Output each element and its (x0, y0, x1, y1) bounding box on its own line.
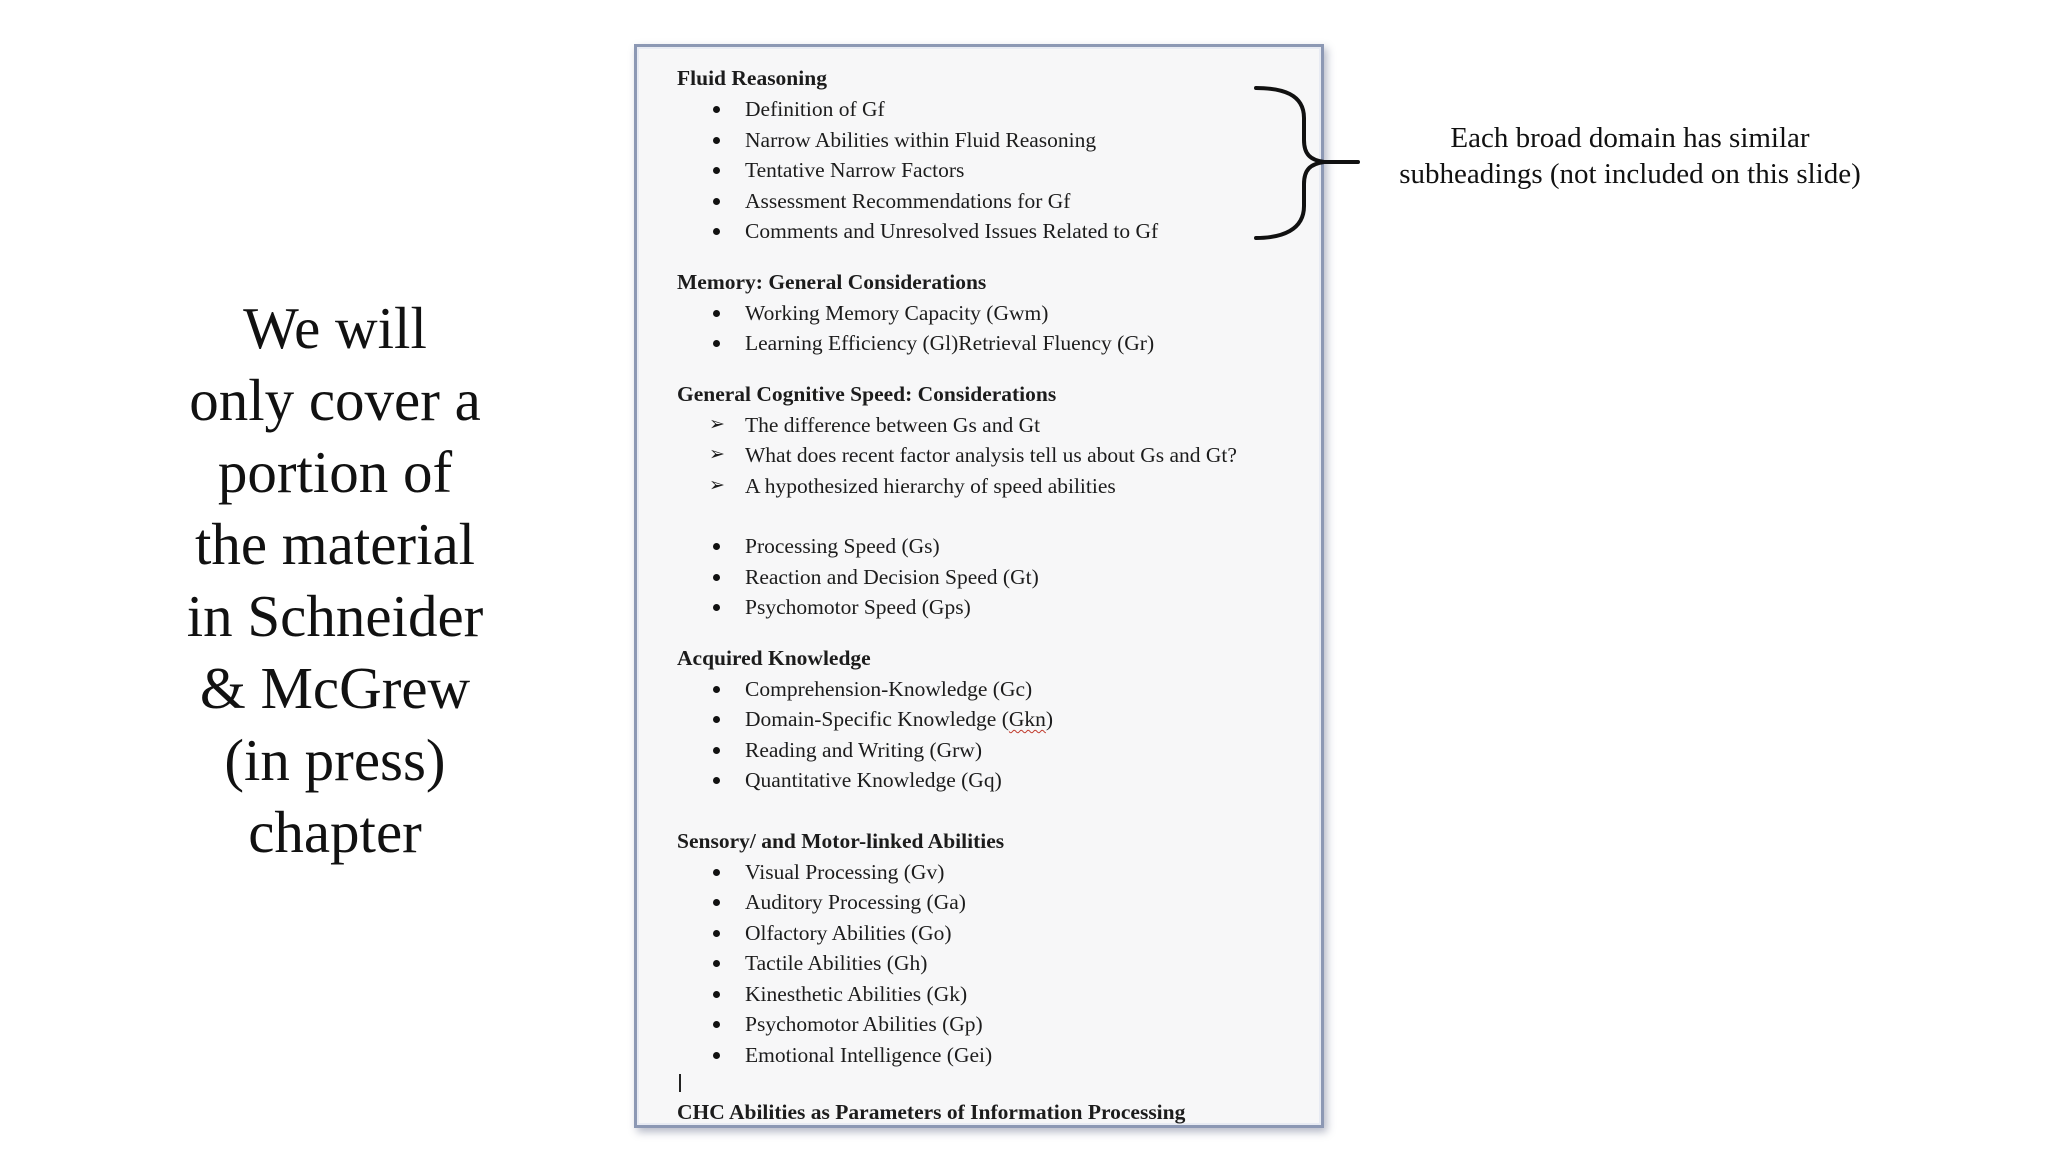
list-item: Psychomotor Speed (Gps) (745, 595, 971, 619)
section-sensory-motor (677, 826, 1317, 1071)
list-item: Olfactory Abilities (Go) (745, 920, 952, 945)
list-item: ➢ A hypothesized hierarchy of speed abilities (677, 471, 1317, 502)
section-heading: Sensory/ and Motor-linked Abilities (677, 828, 1005, 853)
section-acquired-knowledge (677, 643, 1317, 796)
final-heading: CHC Abilities as Parameters of Information Processing (677, 1100, 1186, 1124)
left-text-line: in Schneider (186, 583, 484, 649)
section-heading: Memory: General Considerations (677, 269, 987, 294)
arrow-bullet-icon: ➢ (709, 444, 725, 465)
section-memory (677, 267, 1317, 359)
text-cursor-icon (677, 1070, 1317, 1097)
document-content (677, 63, 1317, 1128)
list-item: Quantitative Knowledge (Gq) (745, 768, 1002, 792)
left-text-line: only cover a (189, 367, 481, 433)
left-text-line: & McGrew (199, 655, 471, 721)
list-item: Tentative Narrow Factors (745, 158, 965, 182)
document-screenshot (634, 44, 1324, 1128)
section-heading: General Cognitive Speed: Considerations (677, 381, 1057, 406)
list-item: Processing Speed (Gs) (745, 534, 940, 558)
list-item: Learning Efficiency (Gl)Retrieval Fluency (Gr) (745, 331, 1155, 355)
list-item: Assessment Recommendations for Gf (745, 188, 1071, 213)
section-heading: Acquired Knowledge (677, 645, 871, 670)
list-item: Auditory Processing (Ga) (745, 890, 966, 914)
slide-left-text (150, 292, 520, 868)
list-item: Comprehension-Knowledge (Gc) (745, 676, 1033, 701)
arrow-bullet-icon: ➢ (709, 474, 725, 496)
arrow-bullet-icon: ➢ (709, 413, 725, 435)
list-item: Kinesthetic Abilities (Gk) (745, 981, 968, 1006)
section-fluid-reasoning (677, 63, 1317, 247)
left-text-line: portion of (217, 439, 453, 505)
list-item: Emotional Intelligence (Gei) (745, 1042, 993, 1067)
list-item: Narrow Abilities within Fluid Reasoning (745, 127, 1097, 152)
spellcheck-underlined-text: Gkn (1008, 707, 1046, 731)
list-item: Reading and Writing (Grw) (745, 737, 982, 762)
list-item: Definition of Gf (745, 97, 885, 121)
left-text-line: chapter (248, 799, 422, 865)
list-item: Comments and Unresolved Issues Related to Gf (745, 219, 1159, 243)
curly-brace-icon (1248, 84, 1368, 244)
left-text-line: the material (194, 511, 476, 577)
section-cognitive-speed (677, 379, 1317, 623)
annotation-note: Each broad domain has similar subheadings (not included on this slide) (1399, 122, 1861, 190)
list-item: Domain-Specific Knowledge (Gkn) (745, 707, 1054, 731)
list-item: ➢ What does recent factor analysis tell us about Gs and Gt? (677, 440, 1317, 471)
list-item: Psychomotor Abilities (Gp) (745, 1012, 983, 1036)
left-text-line: We will (243, 295, 427, 361)
list-item: Visual Processing (Gv) (745, 859, 945, 884)
list-item: Tactile Abilities (Gh) (745, 951, 928, 975)
list-item: Working Memory Capacity (Gwm) (745, 300, 1049, 325)
list-item: Reaction and Decision Speed (Gt) (745, 564, 1039, 589)
left-text-line: (in press) (224, 727, 446, 793)
section-heading: Fluid Reasoning (677, 66, 827, 90)
list-item: ➢ The difference between Gs and Gt (677, 410, 1317, 441)
